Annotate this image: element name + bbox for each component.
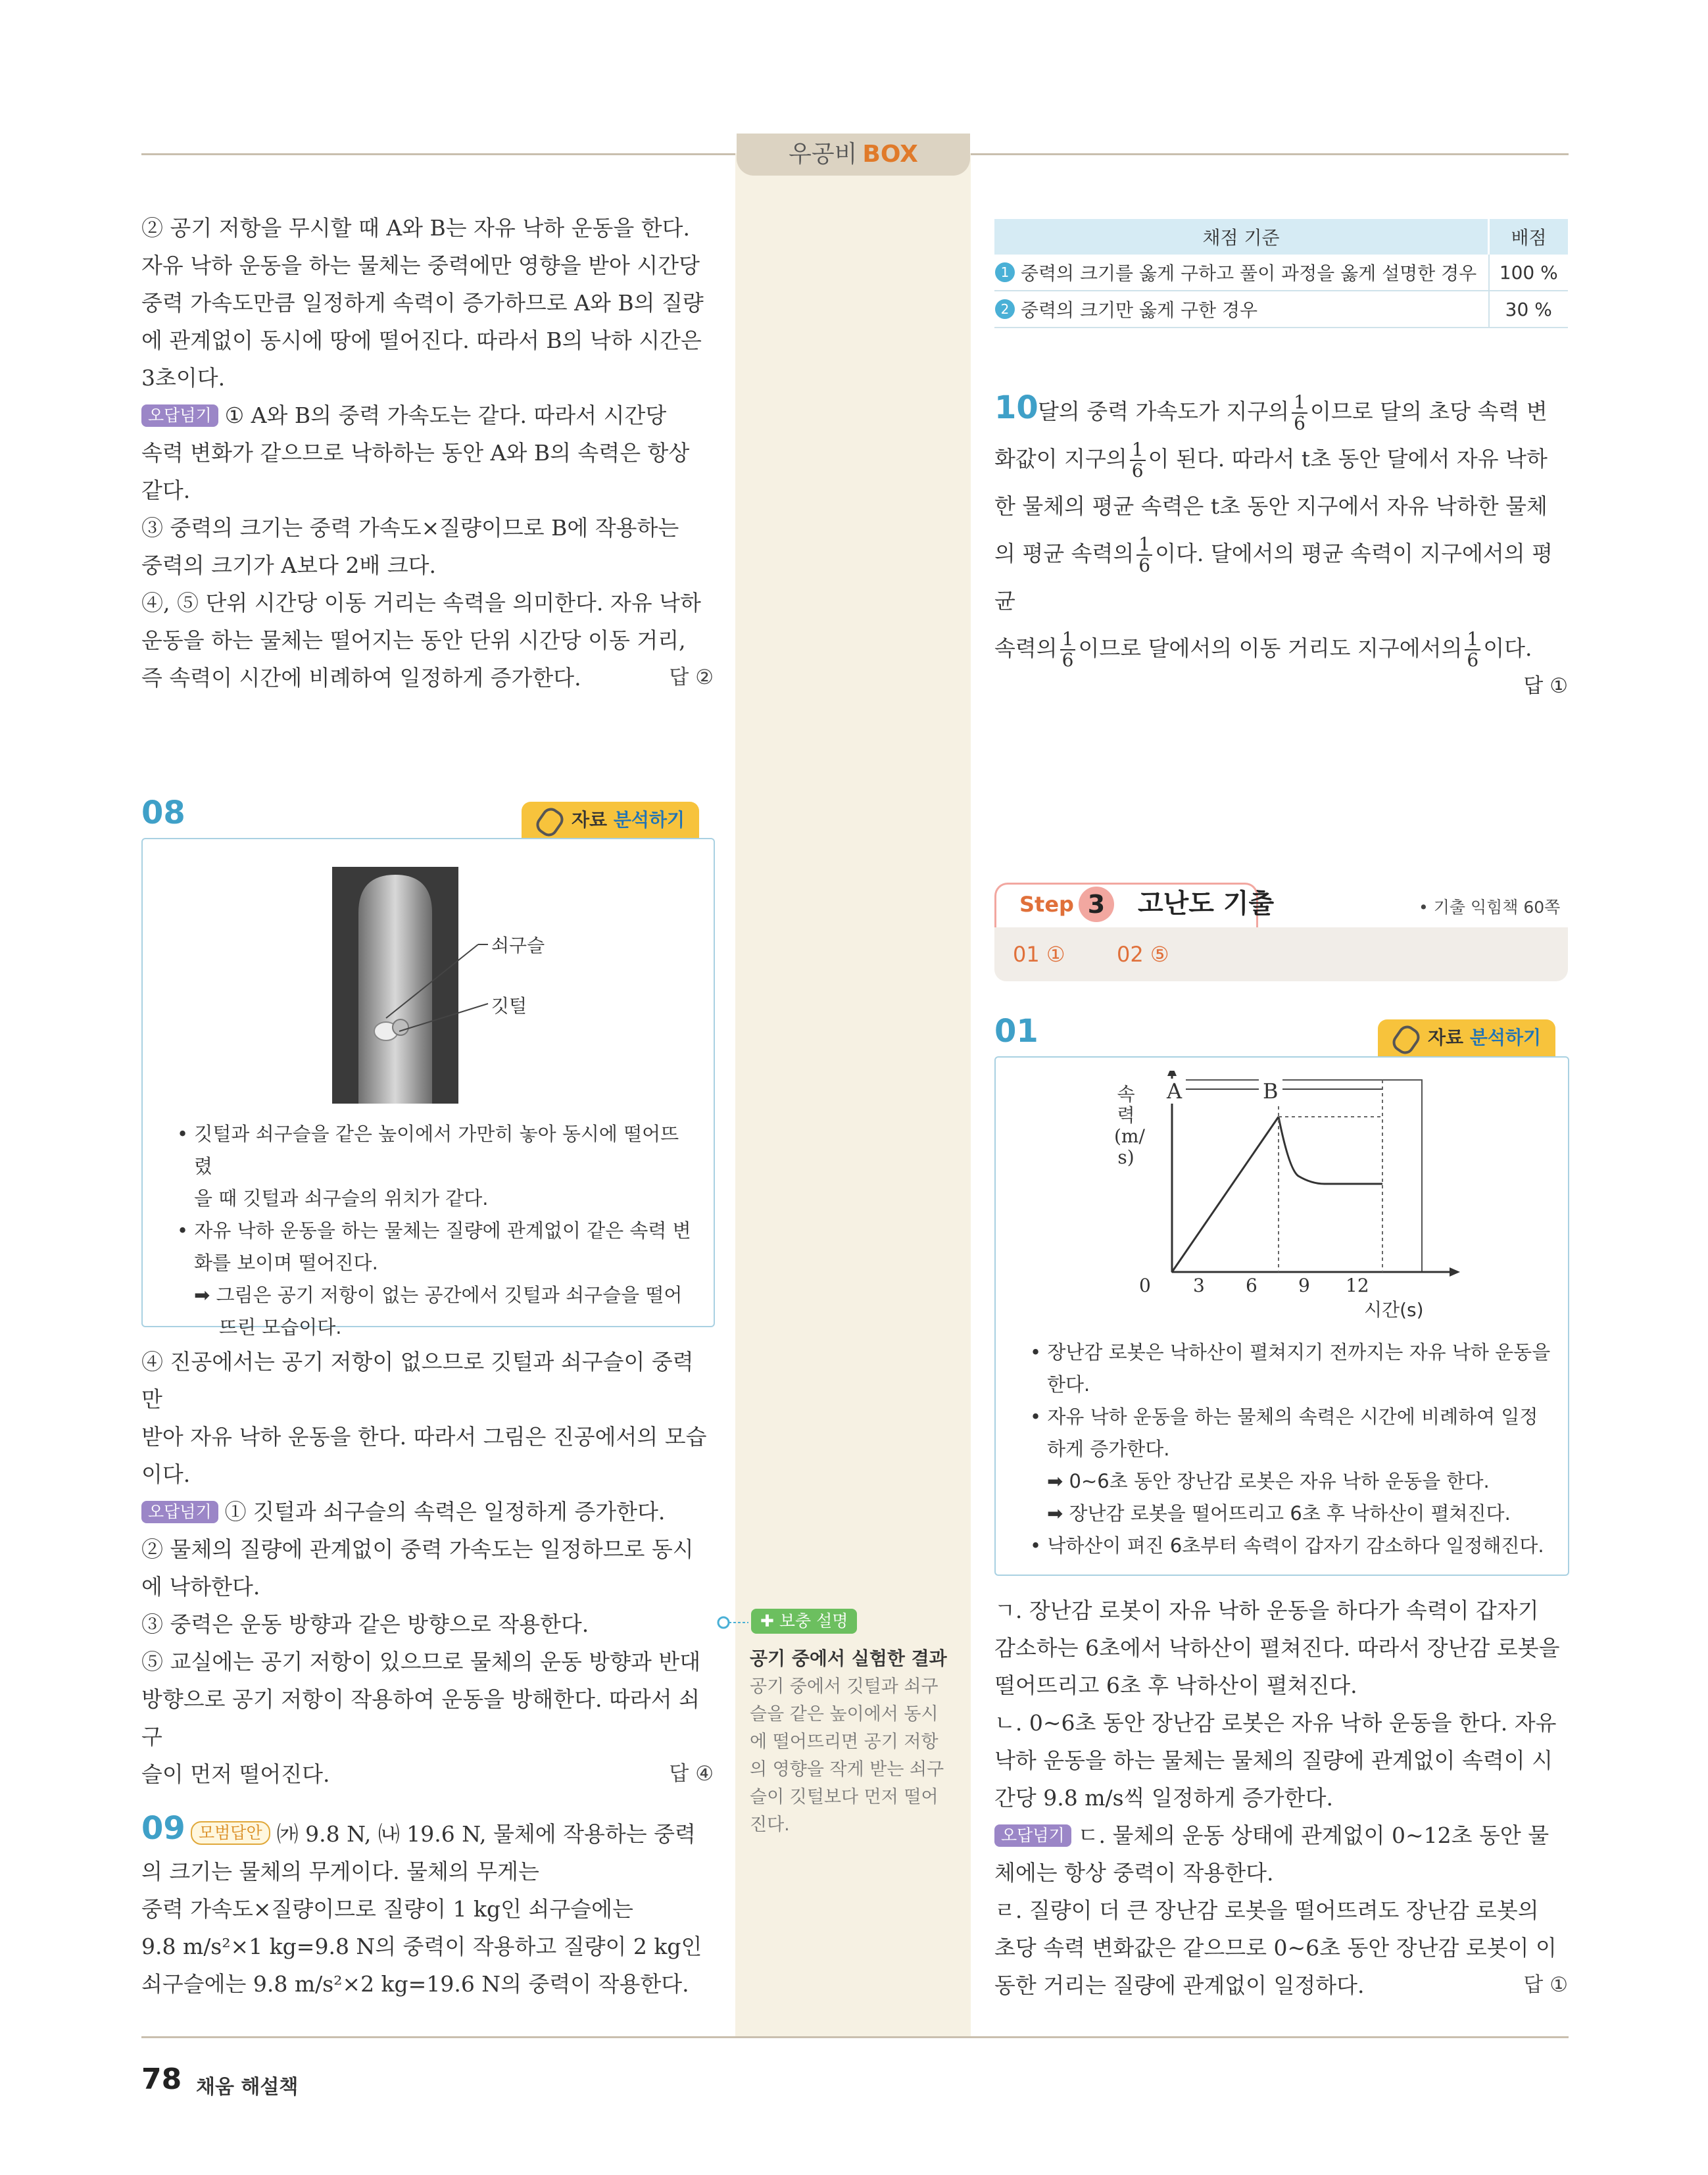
text-line: 속력의	[994, 635, 1058, 661]
scoring-table	[994, 219, 1568, 328]
q07-explanation	[141, 209, 714, 696]
text-line: ① A와 B의 중력 가속도는 같다. 따라서 시간당	[224, 403, 667, 428]
text-line: 낙하 운동을 하는 물체는 물체의 질량에 관계없이 속력이 시	[994, 1747, 1553, 1773]
x-tick: 9	[1298, 1275, 1310, 1296]
text-line: 운동을 하는 물체는 떨어지는 동안 단위 시간당 이동 거리,	[141, 627, 686, 653]
text-line: 슬이 먼저 떨어진다.	[141, 1761, 330, 1787]
segment-b-label: B	[1259, 1079, 1282, 1104]
bullet-line: • 장난감 로봇은 낙하산이 펼쳐지기 전까지는 자유 낙하 운동을	[1030, 1341, 1551, 1363]
text-line: ② 물체의 질량에 관계없이 중력 가속도는 일정하므로 동시	[141, 1536, 694, 1562]
q08-explanation	[141, 1343, 714, 1793]
data-box-q08	[141, 838, 715, 1338]
text-line: 떨어뜨리고 6초 후 낙하산이 펼쳐진다.	[994, 1673, 1357, 1698]
wrong-answer-tag: 오답넘기	[141, 1501, 218, 1523]
connector-icon	[717, 1613, 750, 1632]
answer-mark: 답 ①	[1523, 674, 1568, 698]
data-analysis-tab	[522, 802, 699, 839]
data-analysis-tab	[1378, 1019, 1555, 1056]
q09-answer-body	[141, 1853, 714, 2003]
step-number: 3	[1079, 887, 1114, 922]
text-line: 의 평균 속력의	[994, 541, 1135, 566]
text-line: ㄹ. 질량이 더 큰 장난감 로봇을 떨어뜨려도 장난감 로봇의	[994, 1897, 1539, 1923]
q09-answer-head	[184, 1815, 717, 1853]
text-line: 의 영향을 작게 받는 쇠구	[750, 1759, 944, 1780]
criterion-number: 2	[995, 299, 1015, 319]
q01-explanation	[994, 1592, 1568, 2004]
text-line: 체에는 항상 중력이 작용한다.	[994, 1860, 1274, 1886]
text-line: 9.8 m/s²×1 kg=9.8 N의 중력이 작용하고 질량이 2 kg인	[141, 1934, 702, 1959]
supplement-tag-label: 보충 설명	[779, 1611, 848, 1630]
text-line: 중력 가속도×질량이므로 질량이 1 kg인 쇠구슬에는	[141, 1896, 633, 1922]
x-tick: 6	[1246, 1275, 1257, 1296]
paperclip-icon	[533, 804, 567, 840]
text-line: 에 관계없이 동시에 땅에 떨어진다. 따라서 B의 낙하 시간은	[141, 328, 702, 353]
text-line: 한 물체의 평균 속력은 t초 동안 지구에서 자유 낙하한 물체	[994, 493, 1548, 519]
answer-mark: 답 ①	[1523, 1973, 1568, 1997]
supplement-title: 공기 중에서 실험한 결과	[750, 1648, 947, 1669]
step-answer: 01 ①	[1013, 942, 1065, 967]
bullet-line: ➡ 그림은 공기 저항이 없는 공간에서 깃털과 쇠구슬을 떨어	[194, 1284, 683, 1306]
table-row	[994, 255, 1568, 291]
x-tick: 3	[1193, 1275, 1205, 1296]
text-line: ① 깃털과 쇠구슬의 속력은 일정하게 증가한다.	[224, 1499, 666, 1525]
text-line: 공기 중에서 깃털과 쇠구	[750, 1676, 939, 1697]
text-line: 받아 자유 낙하 운동을 한다. 따라서 그림은 진공에서의 모습	[141, 1424, 707, 1450]
data-box-q01	[994, 1056, 1569, 1576]
text-line: 의 크기는 물체의 무게이다. 물체의 무게는	[141, 1859, 539, 1884]
text-line: 초당 속력 변화값은 같으므로 0~6초 동안 장난감 로봇이 이	[994, 1935, 1557, 1961]
fraction: $\frac{1}{6}$	[1060, 629, 1076, 670]
bullet-line: ➡ 장난감 로봇을 떨어뜨리고 6초 후 낙하산이 펼쳐진다.	[1047, 1502, 1511, 1525]
text-line: 화값이 지구의	[994, 446, 1127, 472]
bullet-line: • 낙하산이 펴진 6초부터 속력이 갑자기 감소하다 일정해진다.	[1030, 1534, 1544, 1557]
text-line: 3초이다.	[141, 365, 226, 391]
text-line: 중력 가속도만큼 일정하게 속력이 증가하므로 A와 B의 질량	[141, 290, 704, 316]
page-number: 78	[141, 2063, 182, 2096]
plus-icon: ✚	[760, 1611, 779, 1630]
bullet-line: • 깃털과 쇠구슬을 같은 높이에서 가만히 놓아 동시에 떨어뜨렸	[177, 1123, 679, 1177]
text-line: 이다.	[1483, 635, 1532, 661]
segment-a-label: A	[1163, 1079, 1186, 1104]
bullet-line: 하게 증가한다.	[1047, 1438, 1170, 1460]
box-prefix: 우공비	[789, 141, 858, 168]
text-line: 방향으로 공기 저항이 작용하여 운동을 방해한다. 따라서 쇠구	[141, 1686, 700, 1749]
text-line: 간당 9.8 m/s씩 일정하게 증가한다.	[994, 1785, 1333, 1811]
text-line: 달의 중력 가속도가 지구의	[1038, 399, 1290, 424]
text-line: 진다.	[750, 1815, 790, 1835]
text-line: 이다. 달에서의 평균 속력이 지구에서의 평균	[994, 541, 1553, 614]
tab-label-b: 분석하기	[613, 809, 685, 831]
fraction: $\frac{1}{6}$	[1130, 440, 1146, 481]
text-line: 동한 거리는 질량에 관계없이 일정하다.	[994, 1972, 1365, 1998]
text-line: 쇠구슬에는 9.8 m/s²×2 kg=19.6 N의 중력이 작용한다.	[141, 1971, 689, 1997]
text-line: 슬이 깃털보다 먼저 떨어	[750, 1787, 939, 1807]
text-line: 에 떨어뜨리면 공기 저항	[750, 1732, 939, 1752]
q08-bullets	[177, 1118, 696, 1344]
text-line: 속력 변화가 같으므로 낙하하는 동안 A와 B의 속력은 항상	[141, 440, 690, 466]
x-tick: 12	[1346, 1275, 1369, 1296]
bullet-line: ➡ 0~6초 동안 장난감 로봇은 자유 낙하 운동을 한다.	[1047, 1470, 1490, 1492]
question-number: 10	[994, 389, 1038, 426]
text-line: ㈎ 9.8 N, ㈏ 19.6 N, 물체에 작용하는 중력	[276, 1821, 696, 1847]
x-tick: 0	[1139, 1275, 1151, 1296]
feather-label: 깃털	[491, 995, 527, 1017]
step-label: Step	[1019, 892, 1074, 917]
text-line: 이므로 달에서의 이동 거리도 지구에서의	[1078, 635, 1463, 661]
box-tab	[737, 134, 970, 176]
question-number: 08	[141, 794, 185, 831]
bullet-line: • 자유 낙하 운동을 하는 물체의 속력은 시간에 비례하여 일정	[1030, 1405, 1538, 1428]
text-line: 이 된다. 따라서 t초 동안 달에서 자유 낙하	[1148, 446, 1548, 472]
tab-label-b: 분석하기	[1469, 1027, 1542, 1048]
text-line: 중력의 크기가 A보다 2배 크다.	[141, 552, 436, 578]
text-line: ② 공기 저항을 무시할 때 A와 B는 자유 낙하 운동을 한다.	[141, 215, 691, 241]
x-axis-label: 시간(s)	[1364, 1299, 1424, 1321]
text-line: 에 낙하한다.	[141, 1574, 260, 1600]
table-row	[994, 291, 1568, 328]
model-answer-tag: 모범답안	[191, 1821, 270, 1845]
box-word: BOX	[862, 141, 918, 168]
q10-explanation	[994, 388, 1568, 699]
criterion-number: 1	[995, 262, 1015, 282]
text-line: ㄷ. 물체의 운동 상태에 관계없이 0~12초 동안 물	[1077, 1822, 1549, 1848]
bullet-line: 한다.	[1047, 1373, 1090, 1396]
step-title: 고난도 기출	[1138, 889, 1275, 919]
criterion-text: 중력의 크기를 옳게 구하고 풀이 과정을 옳게 설명한 경우	[1020, 262, 1477, 284]
text-line: 슬을 같은 높이에서 동시	[750, 1704, 939, 1724]
text-line: ㄴ. 0~6초 동안 장난감 로봇은 자유 낙하 운동을 한다. 자유	[994, 1710, 1557, 1736]
step3-section	[994, 883, 1568, 981]
text-line: 감소하는 6초에서 낙하산이 펼쳐진다. 따라서 장난감 로봇을	[994, 1635, 1560, 1661]
q01-bullets	[1030, 1336, 1556, 1562]
table-header: 채점 기준	[994, 219, 1489, 255]
step-reference: • 기출 익힘책 60쪽	[1419, 898, 1561, 917]
supplement-tag	[751, 1609, 857, 1634]
step-answer: 02 ⑤	[1117, 942, 1169, 967]
text-line: 이다.	[141, 1461, 191, 1487]
fraction: $\frac{1}{6}$	[1292, 393, 1307, 433]
ball-label: 쇠구슬	[491, 935, 545, 956]
bullet-line: 화를 보이며 떨어진다.	[194, 1252, 378, 1274]
text-line: ③ 중력은 운동 방향과 같은 방향으로 작용한다.	[141, 1611, 589, 1637]
bullet-line: 뜨린 모습이다.	[219, 1316, 342, 1338]
criterion-score: 30 %	[1489, 291, 1569, 328]
text-line: ③ 중력의 크기는 중력 가속도×질량이므로 B에 작용하는	[141, 515, 679, 541]
text-line: ④, ⑤ 단위 시간당 이동 거리는 속력을 의미한다. 자유 낙하	[141, 590, 701, 616]
speed-time-graph	[1101, 1071, 1469, 1334]
book-title: 채움 해설책	[196, 2076, 299, 2099]
text-line: 이므로 달의 초당 속력 변	[1309, 399, 1548, 424]
label-leaders	[379, 925, 597, 1056]
supplement-text	[750, 1673, 967, 1839]
step-answers	[994, 927, 1568, 981]
fraction: $\frac{1}{6}$	[1136, 535, 1152, 575]
text-line: 자유 낙하 운동을 하는 물체는 중력에만 영향을 받아 시간당	[141, 253, 700, 278]
tab-label-a: 자료	[1428, 1027, 1464, 1048]
bullet-line: • 자유 낙하 운동을 하는 물체는 질량에 관계없이 같은 속력 변	[177, 1219, 691, 1242]
answer-mark: 답 ④	[669, 1762, 714, 1786]
question-number: 01	[994, 1013, 1038, 1050]
criterion-text: 중력의 크기만 옳게 구한 경우	[1020, 299, 1258, 321]
criterion-score: 100 %	[1489, 255, 1569, 291]
text-line: ㄱ. 장난감 로봇이 자유 낙하 운동을 하다가 속력이 갑자기	[994, 1598, 1539, 1623]
wrong-answer-tag: 오답넘기	[994, 1824, 1071, 1847]
text-line: ⑤ 교실에는 공기 저항이 있으므로 물체의 운동 방향과 반대	[141, 1649, 701, 1674]
text-line: ④ 진공에서는 공기 저항이 없으므로 깃털과 쇠구슬이 중력만	[141, 1349, 694, 1412]
wrong-answer-tag: 오답넘기	[141, 404, 218, 427]
answer-mark: 답 ②	[669, 666, 714, 689]
fraction: $\frac{1}{6}$	[1465, 629, 1480, 670]
y-axis-label: 속력(m/s)	[1114, 1083, 1145, 1168]
text-line: 즉 속력이 시간에 비례하여 일정하게 증가한다.	[141, 665, 581, 691]
bullet-line: 을 때 깃털과 쇠구슬의 위치가 같다.	[194, 1187, 489, 1210]
question-number: 09	[141, 1810, 185, 1847]
text-line: 같다.	[141, 477, 191, 503]
tab-label-a: 자료	[572, 809, 608, 831]
bottom-rule	[141, 2036, 1569, 2038]
paperclip-icon	[1389, 1022, 1423, 1058]
table-header: 배점	[1489, 219, 1569, 255]
